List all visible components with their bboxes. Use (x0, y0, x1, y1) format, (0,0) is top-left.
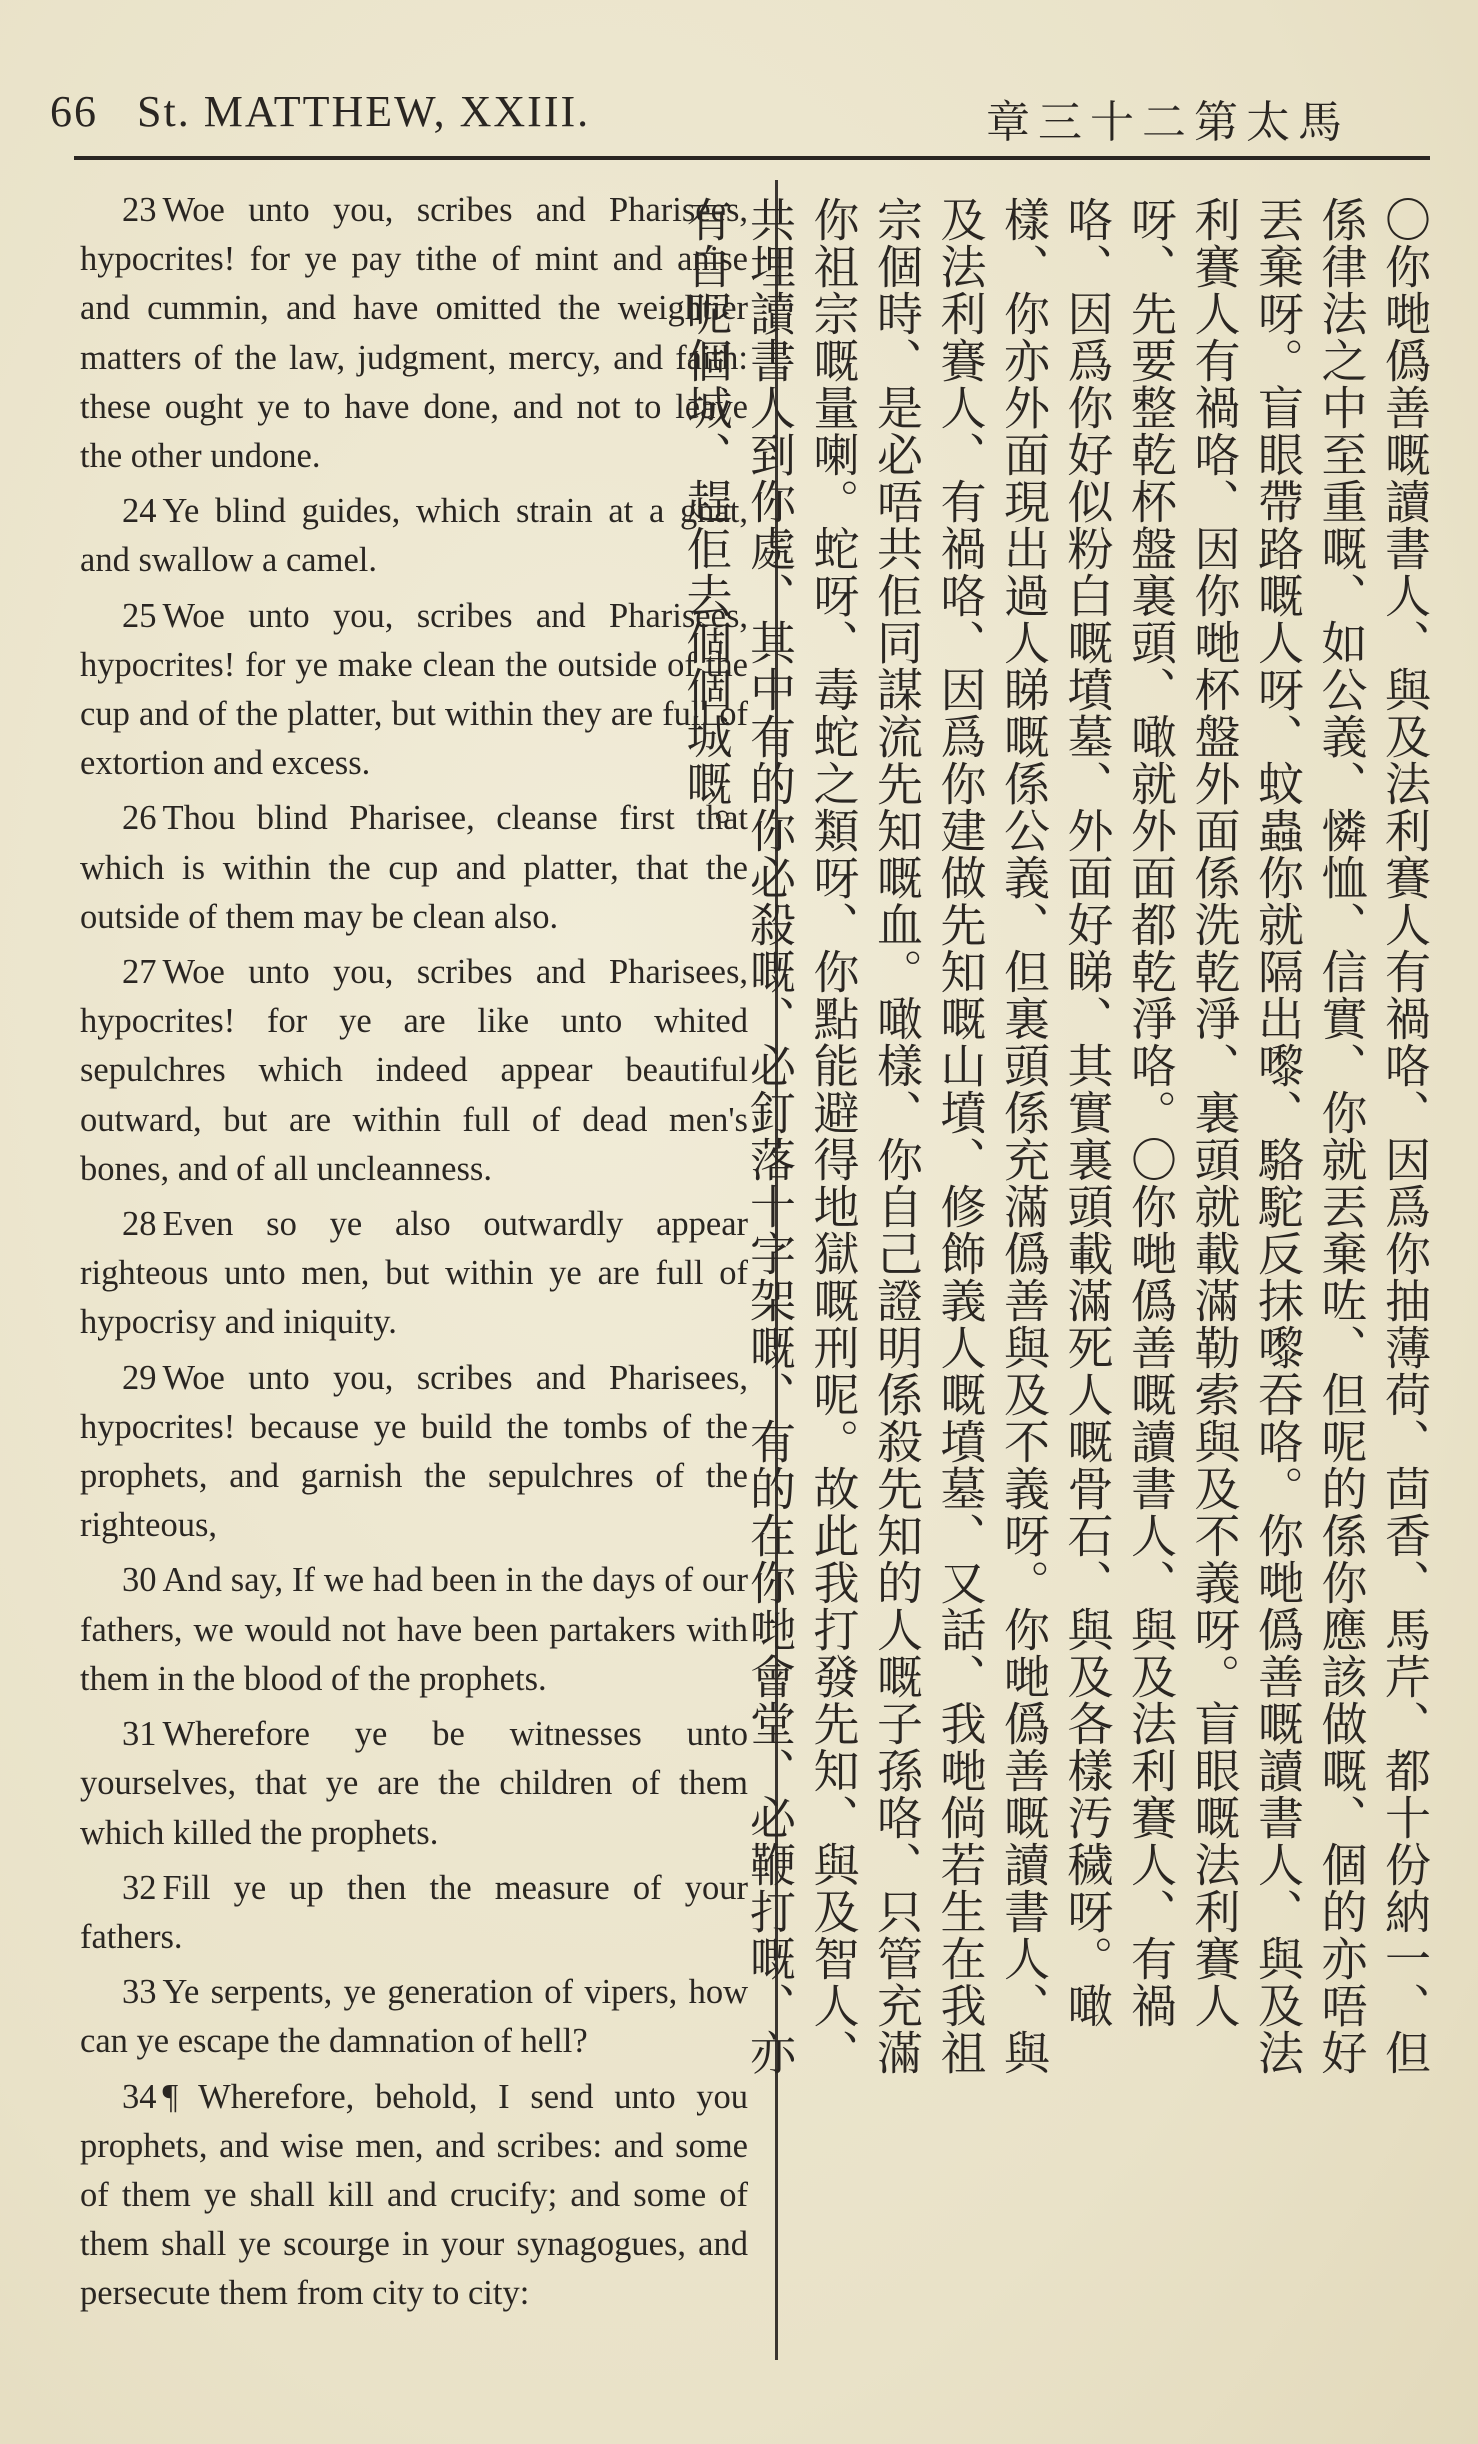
verse-text: Even so ye also outwardly appear righteous unto men, but within ye are full of hypocrisy and iniquity. (80, 1205, 748, 1342)
verse-29 (80, 1354, 748, 1551)
verse-27 (80, 948, 748, 1194)
verse-number: 24 (122, 492, 157, 531)
verse-text: Woe unto you, scribes and Pharisees, hypocrites! for ye pay tithe of mint and anise and cummin, and have omitted the weightier matters of the law, judgment, mercy, and faith: these ought ye to have done, and not to leave the other undone. (80, 191, 748, 476)
chinese-column (679, 196, 1436, 2356)
page-number: 66 (50, 87, 98, 136)
verse-number: 33 (122, 1973, 157, 2012)
verse-33 (80, 1968, 748, 2066)
verse-number: 34 (122, 2077, 157, 2116)
chinese-title: 章三十二第太馬 (986, 97, 1350, 148)
english-column (80, 186, 748, 2325)
verse-30 (80, 1556, 748, 1704)
verse-25 (80, 592, 748, 789)
verse-28 (80, 1200, 748, 1348)
verse-number: 26 (122, 799, 157, 838)
verse-number: 31 (122, 1715, 157, 1754)
verse-text: Ye blind guides, which strain at a gnat, and swallow a camel. (80, 492, 748, 580)
verse-number: 28 (122, 1205, 157, 1244)
header-english (50, 86, 590, 137)
verse-34 (80, 2073, 748, 2319)
verse-24 (80, 487, 748, 585)
verse-number: 27 (122, 953, 157, 992)
verse-number: 29 (122, 1358, 157, 1397)
verse-32 (80, 1864, 748, 1962)
verse-text: Woe unto you, scribes and Pharisees, hypocrites! for ye make clean the outside of the cup and of the platter, but within they are full of extortion and excess. (80, 596, 748, 783)
verse-text: ¶ Wherefore, behold, I send unto you prophets, and wise men, and scribes: and some of them ye shall kill and crucify; and some of them shall ye scourge in your synagogues, and persecute them from city to city: (80, 2077, 748, 2313)
verse-23 (80, 186, 748, 481)
verse-text: And say, If we had been in the days of our fathers, we would not have been partakers with them in the blood of the prophets. (80, 1561, 748, 1698)
verse-text: Thou blind Pharisee, cleanse first that which is within the cup and platter, that the outside of them may be clean also. (80, 799, 748, 936)
verse-text: Wherefore ye be witnesses unto yourselves, that ye are the children of them which killed the prophets. (80, 1715, 748, 1852)
page-header (50, 86, 1430, 156)
verse-number: 25 (122, 596, 157, 635)
verse-number: 30 (122, 1561, 157, 1600)
verse-text: Woe unto you, scribes and Pharisees, hypocrites! because ye build the tombs of the prophets, and garnish the sepulchres of the righteous, (80, 1358, 748, 1545)
verse-text: Ye serpents, ye generation of vipers, how can ye escape the damnation of hell? (80, 1973, 748, 2061)
verse-text: Fill ye up then the measure of your fathers. (80, 1868, 748, 1956)
chinese-text: 〇你哋僞善嘅讀書人、與及法利賽人有禍咯、因爲你抽薄荷、茴香、馬芹、都十份納一、但係律法之中至重嘅、如公義、憐恤、信實、你就丟棄咗、但呢的係你應該做嘅、個的亦唔好丟棄呀。盲眼帶路嘅人呀、蚊蟲你就隔出嚟、駱駝反抹嚟吞咯。你哋僞善嘅讀書人、與及法利賽人有禍咯、因你哋杯盤外面係洗乾淨、裏頭就載滿勒索與及不義呀。盲眼嘅法利賽人呀、先要整乾杯盤裏頭、噉就外面都乾淨咯。〇你哋僞善嘅讀書人、與及法利賽人、有禍咯、因爲你好似粉白嘅墳墓、外面好睇、其實裏頭載滿死人嘅骨石、與及各樣汚穢呀。噉樣、你亦外面現出過人睇嘅係公義、但裏頭係充滿僞善與及不義呀。你哋僞善嘅讀書人、與及法利賽人、有禍咯、因爲你建做先知嘅山墳、修飾義人嘅墳墓、又話、我哋倘若生在我祖宗個時、是必唔共佢同謀流先知嘅血。噉樣、你自己證明係殺先知的人嘅子孫咯、只管充滿你祖宗嘅量喇。蛇呀、毒蛇之類呀、你點能避得地獄嘅刑呢。故此我打發先知、與及智人、共埋讀書人到你處、其中有的你必殺嘅、必釘落十字架嘅、有的在你哋會堂、必鞭打嘅、亦有自呢個城、趕佢去個個城嘅。 (679, 196, 1432, 2076)
verse-number: 32 (122, 1868, 157, 1907)
verse-number: 23 (122, 191, 157, 229)
verse-26 (80, 794, 748, 942)
verse-31 (80, 1710, 748, 1858)
book-title: St. MATTHEW, XXIII. (137, 87, 591, 136)
header-rule (74, 156, 1430, 160)
verse-text: Woe unto you, scribes and Pharisees, hypocrites! for ye are like unto whited sepulchres which indeed appear beautiful outward, but are within full of dead men's bones, and of all uncleanness. (80, 953, 748, 1188)
